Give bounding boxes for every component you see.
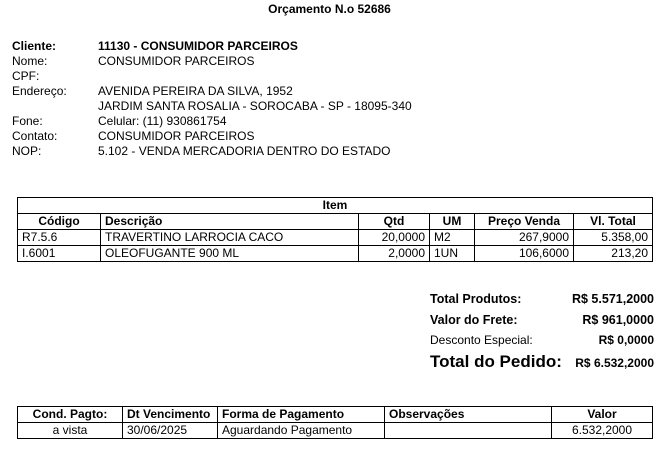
total-produtos-label: Total Produtos: xyxy=(430,292,522,306)
table-row xyxy=(18,230,653,246)
col-um: UM xyxy=(430,214,475,230)
desconto-label: Desconto Especial: xyxy=(430,333,533,347)
cell-codigo: R7.5.6 xyxy=(18,230,101,246)
cell-preco: 106,6000 xyxy=(475,246,574,262)
phone-value: Celular: (11) 930861754 xyxy=(98,114,227,128)
payment-table xyxy=(17,406,653,439)
cell-forma: Aguardando Pagamento xyxy=(218,423,385,439)
name-row xyxy=(12,54,412,69)
col-descricao: Descrição xyxy=(101,214,359,230)
col-qtd: Qtd xyxy=(359,214,430,230)
frete-row xyxy=(430,313,654,333)
col-codigo: Código xyxy=(18,214,101,230)
table-row xyxy=(18,423,653,439)
client-label: Cliente: xyxy=(12,39,57,53)
table-row xyxy=(18,246,653,262)
nop-row xyxy=(12,144,412,159)
contact-value: CONSUMIDOR PARCEIROS xyxy=(98,129,255,143)
total-pedido-label: Total do Pedido: xyxy=(430,352,562,371)
name-label: Nome: xyxy=(12,54,48,68)
col-obs: Observações xyxy=(385,407,552,423)
total-produtos-value: R$ 5.571,2000 xyxy=(571,292,654,306)
cell-total: 213,20 xyxy=(574,246,653,262)
cell-um: 1UN xyxy=(430,246,475,262)
client-row xyxy=(12,39,412,54)
address-label: Endereço: xyxy=(12,84,67,98)
cell-venc: 30/06/2025 xyxy=(123,423,218,439)
nop-value: 5.102 - VENDA MERCADORIA DENTRO DO ESTADO xyxy=(98,144,391,158)
cpf-row xyxy=(12,69,412,84)
total-produtos-row xyxy=(430,292,654,313)
col-total: Vl. Total xyxy=(574,214,653,230)
cell-qtd: 2,0000 xyxy=(359,246,430,262)
address-line2: JARDIM SANTA ROSALIA - SOROCABA - SP - 18095-340 xyxy=(98,99,412,113)
cell-um: M2 xyxy=(430,230,475,246)
col-forma: Forma de Pagamento xyxy=(218,407,385,423)
items-header-row xyxy=(18,214,653,230)
col-valor: Valor xyxy=(552,407,653,423)
address-line1: AVENIDA PEREIRA DA SILVA, 1952 xyxy=(98,84,293,98)
cell-qtd: 20,0000 xyxy=(359,230,430,246)
phone-label: Fone: xyxy=(12,114,43,128)
cell-cond: a vista xyxy=(18,423,123,439)
address-row xyxy=(12,84,412,99)
document-title: Orçamento N.o 52686 xyxy=(268,2,391,16)
contact-row xyxy=(12,129,412,144)
cell-descricao: OLEOFUGANTE 900 ML xyxy=(101,246,359,262)
cell-codigo: I.6001 xyxy=(18,246,101,262)
total-pedido-value: R$ 6.532,2000 xyxy=(575,356,654,370)
desconto-value: R$ 0,0000 xyxy=(598,333,654,347)
cell-total: 5.358,00 xyxy=(574,230,653,246)
frete-label: Valor do Frete: xyxy=(430,313,518,327)
phone-row xyxy=(12,114,412,129)
col-cond: Cond. Pagto: xyxy=(18,407,123,423)
address-row-2 xyxy=(12,99,412,114)
cpf-label: CPF: xyxy=(12,69,40,83)
totals-block xyxy=(430,292,654,376)
col-venc: Dt Vencimento xyxy=(123,407,218,423)
items-table xyxy=(17,197,653,262)
cell-descricao: TRAVERTINO LARROCIA CACO xyxy=(101,230,359,246)
items-caption: Item xyxy=(18,198,653,214)
desconto-row xyxy=(430,333,654,352)
payment-header-row xyxy=(18,407,653,423)
cell-obs xyxy=(385,423,552,439)
col-preco: Preço Venda xyxy=(475,214,574,230)
cell-valor: 6.532,2000 xyxy=(552,423,653,439)
total-pedido-row xyxy=(430,352,654,376)
frete-value: R$ 961,0000 xyxy=(582,313,654,327)
nop-label: NOP: xyxy=(12,144,42,158)
client-value: 11130 - CONSUMIDOR PARCEIROS xyxy=(98,39,298,53)
cell-preco: 267,9000 xyxy=(475,230,574,246)
name-value: CONSUMIDOR PARCEIROS xyxy=(98,54,255,68)
client-info xyxy=(12,39,412,159)
contact-label: Contato: xyxy=(12,129,58,143)
